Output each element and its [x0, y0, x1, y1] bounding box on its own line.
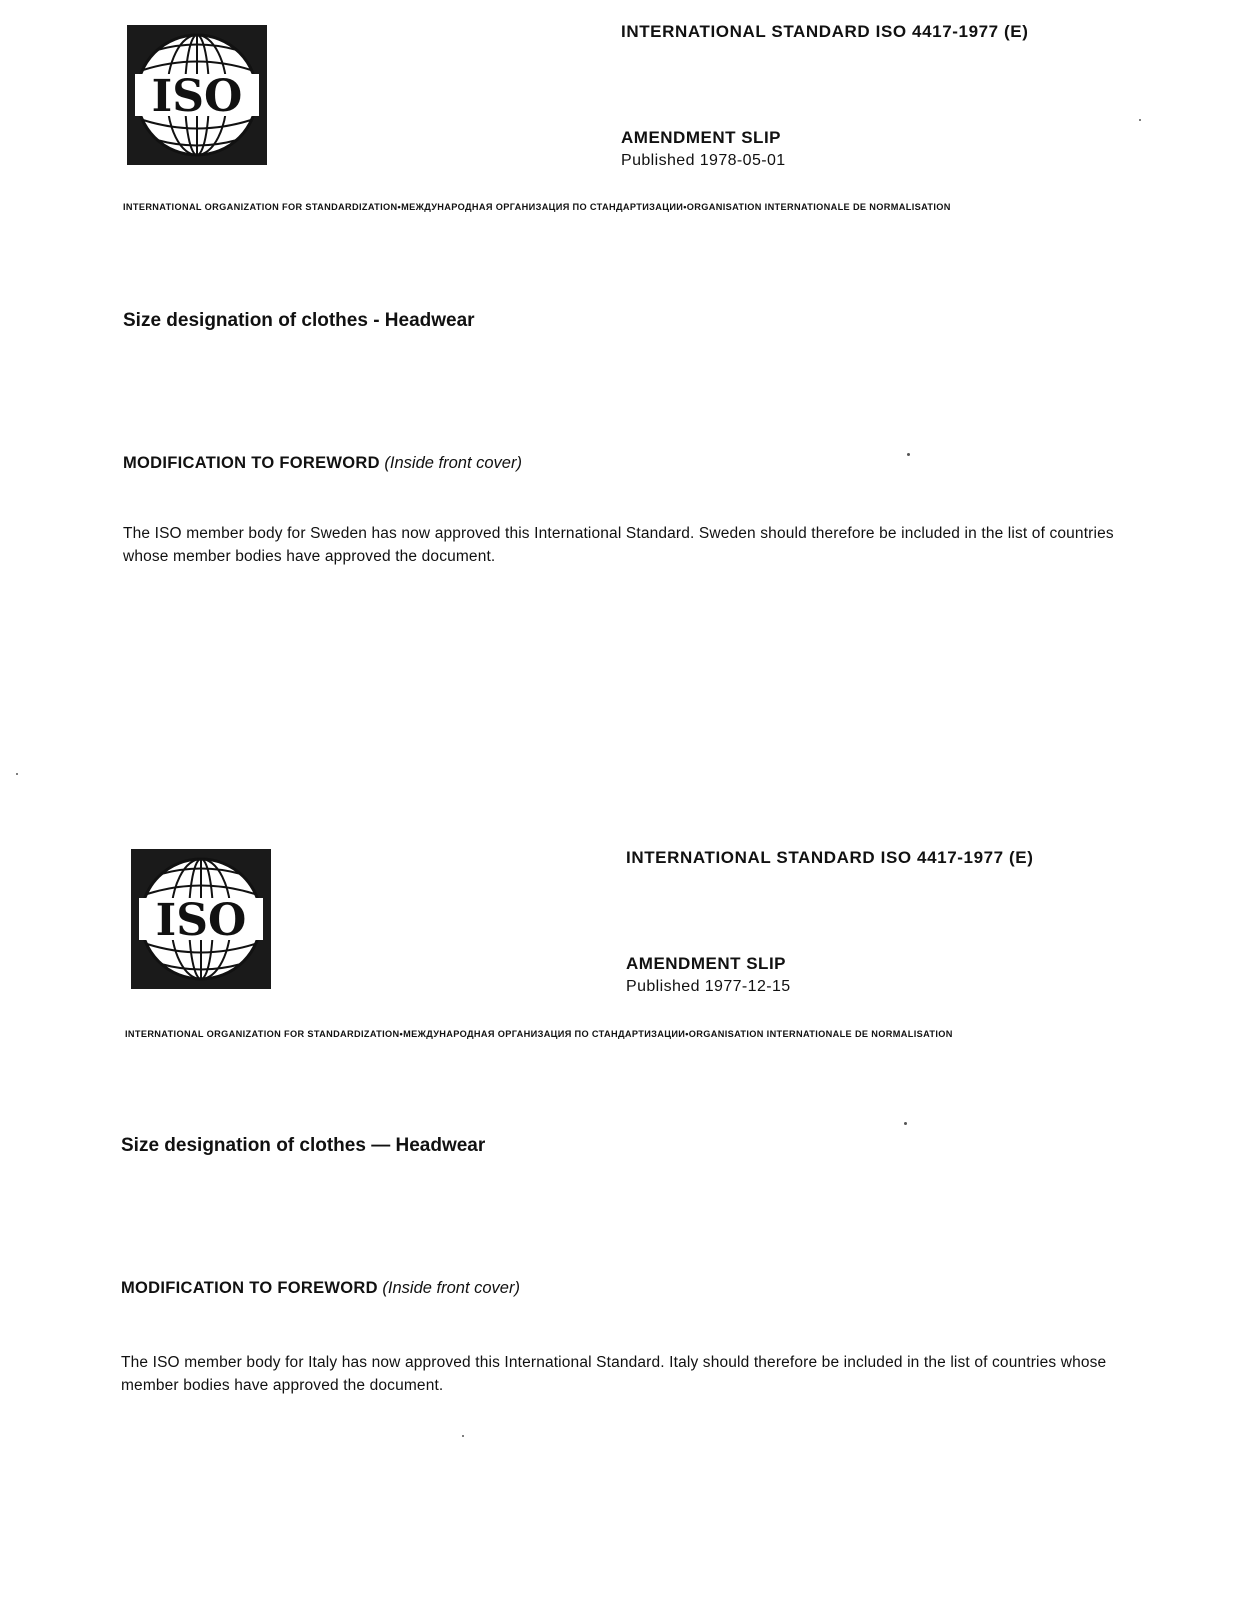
iso-logo-text: ISO [155, 895, 247, 946]
document-title: Size designation of clothes - Headwear [123, 310, 475, 331]
organization-line: INTERNATIONAL ORGANIZATION FOR STANDARDIZATION•МЕЖДУНАРОДНАЯ ОРГАНИЗАЦИЯ ПО СТАНДАРТИЗАЦИИ•ORGANISATION INTERNATIONALE DE NORMALISATION [125, 1029, 953, 1039]
iso-logo-icon [131, 849, 271, 989]
amendment-label: AMENDMENT SLIP [626, 954, 786, 973]
modification-location: (Inside front cover) [384, 454, 522, 472]
document-title: Size designation of clothes — Headwear [121, 1135, 486, 1156]
iso-logo-icon [127, 25, 267, 165]
scan-speck [904, 1122, 907, 1125]
scan-speck [1139, 119, 1141, 121]
iso-logo-text: ISO [151, 71, 243, 122]
body-paragraph: The ISO member body for Italy has now approved this International Standard. Italy should therefore be included in the list of countries whose member bodies have approved the document. [121, 1354, 1107, 1394]
standard-title: INTERNATIONAL STANDARD ISO 4417-1977 (E) [626, 848, 1034, 867]
scan-speck [907, 453, 910, 456]
modification-heading-text: MODIFICATION TO FOREWORD [121, 1279, 378, 1297]
modification-heading [123, 454, 522, 473]
organization-line: INTERNATIONAL ORGANIZATION FOR STANDARDIZATION•МЕЖДУНАРОДНАЯ ОРГАНИЗАЦИЯ ПО СТАНДАРТИЗАЦИИ•ORGANISATION INTERNATIONALE DE NORMALISATION [123, 202, 951, 212]
published-date: Published 1978-05-01 [621, 152, 786, 169]
modification-location: (Inside front cover) [382, 1279, 520, 1297]
modification-heading [121, 1279, 520, 1298]
standard-title: INTERNATIONAL STANDARD ISO 4417-1977 (E) [621, 22, 1029, 41]
scan-speck [462, 1435, 464, 1437]
scan-speck [16, 773, 18, 775]
body-paragraph: The ISO member body for Sweden has now approved this International Standard. Sweden should therefore be included in the list of countries whose member bodies have approved the document. [123, 525, 1114, 565]
published-date: Published 1977-12-15 [626, 978, 791, 995]
amendment-label: AMENDMENT SLIP [621, 128, 781, 147]
modification-heading-text: MODIFICATION TO FOREWORD [123, 454, 380, 472]
